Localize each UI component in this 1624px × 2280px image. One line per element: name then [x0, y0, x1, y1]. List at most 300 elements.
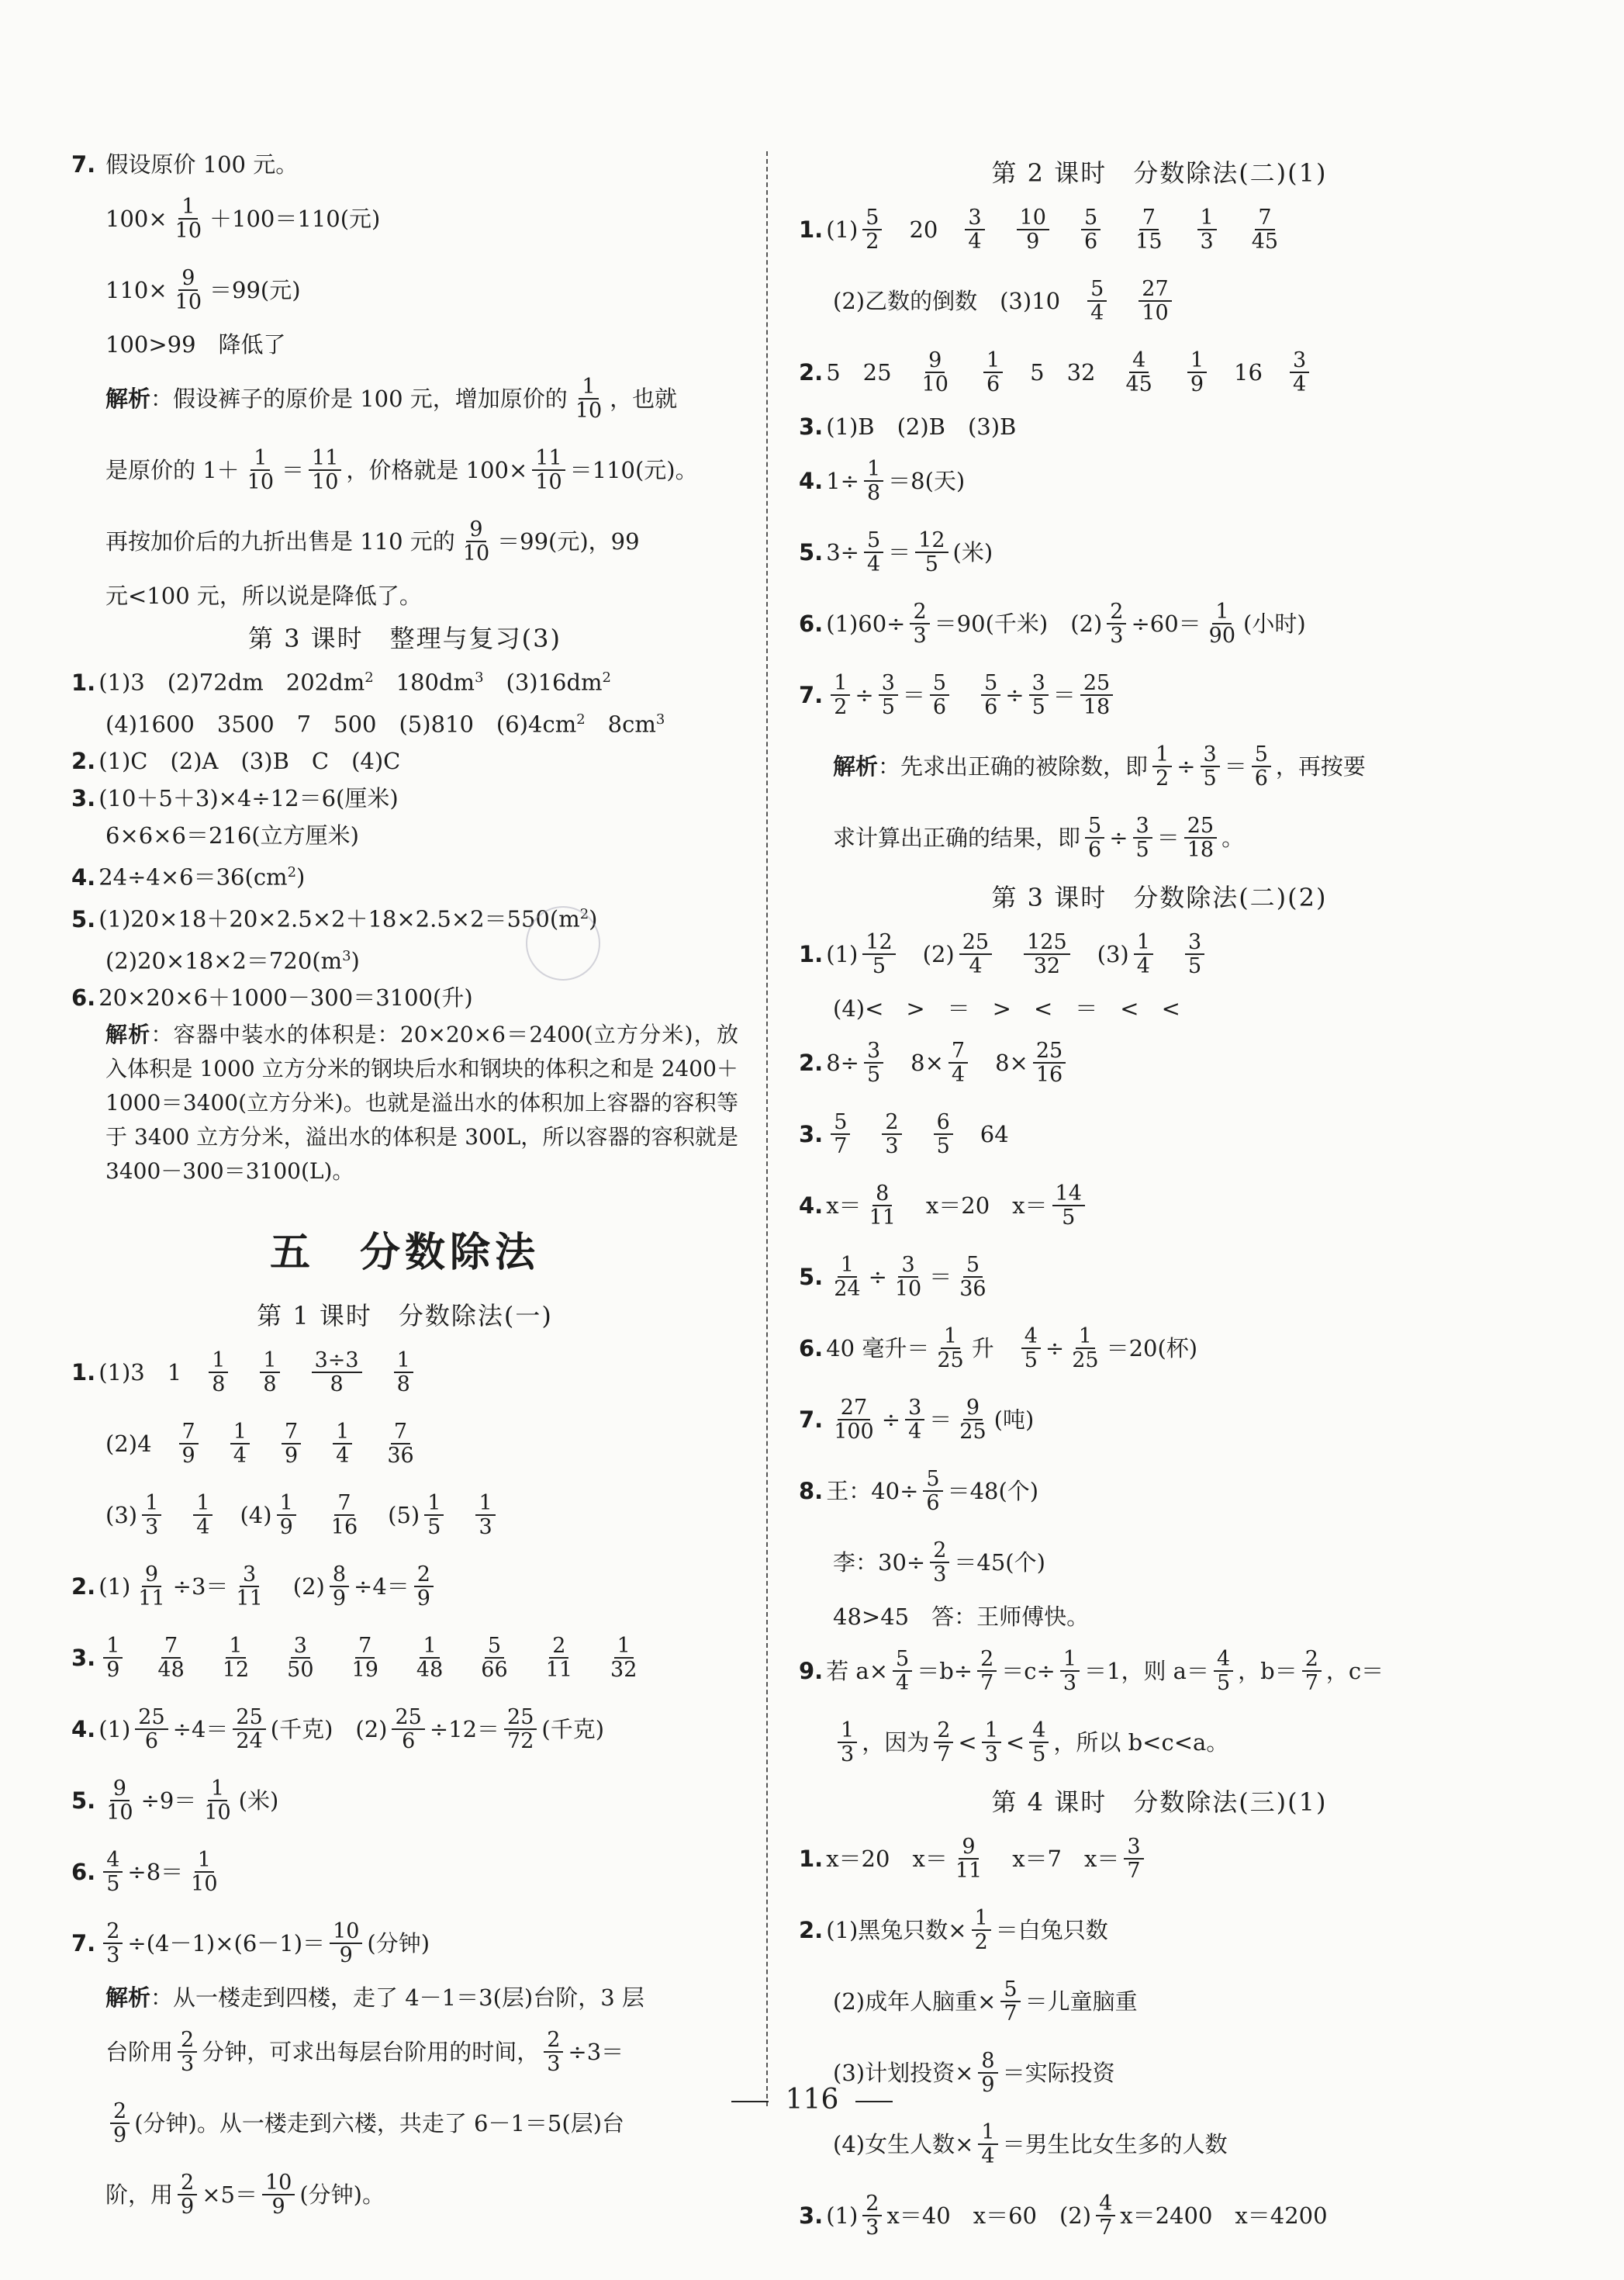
- fraction: [934, 1111, 953, 1157]
- fraction: [1021, 1325, 1041, 1372]
- denominator: 66: [481, 1658, 508, 1683]
- answer-line: [71, 744, 738, 778]
- text-run: ＝实际投资: [1002, 2060, 1115, 2086]
- text-run: [954, 678, 976, 712]
- text-run: ÷: [1177, 753, 1196, 780]
- numerator: 3: [864, 1040, 883, 1064]
- numerator: 1: [178, 195, 198, 220]
- text-run: (2)乙数的倒数 (3)10: [833, 288, 1083, 314]
- numerator: 2: [977, 1648, 997, 1672]
- answer-line: [71, 507, 738, 576]
- denominator: 2: [974, 1930, 988, 1954]
- text-run: ＝: [902, 682, 925, 708]
- answer-line: [799, 1708, 1520, 1777]
- fraction: [330, 1920, 362, 1967]
- denominator: 100: [834, 1420, 874, 1444]
- numerator: 2: [934, 1719, 953, 1743]
- denominator: 7: [937, 1742, 951, 1766]
- text-run: 再按加价后的九折出售是 110 元的: [105, 528, 455, 555]
- denominator: 9: [106, 1658, 120, 1683]
- answer-line: [71, 781, 738, 815]
- fraction: [1033, 1040, 1066, 1086]
- fraction: [103, 1849, 123, 1895]
- fraction: [977, 1648, 997, 1694]
- fraction: [1197, 206, 1217, 253]
- fraction: [831, 1396, 877, 1443]
- numerator: 9: [466, 518, 485, 542]
- text-run: (1)3 (2)72dm 202dm: [98, 669, 365, 696]
- denominator: 9: [981, 2073, 995, 2097]
- denominator: 10: [174, 219, 202, 243]
- fraction: [1133, 815, 1152, 861]
- text-run: 李：30÷: [833, 1549, 926, 1576]
- denominator: 10: [921, 372, 948, 396]
- text-run: (1)60÷: [826, 611, 906, 637]
- denominator: 3: [1200, 230, 1214, 254]
- text-run: [254, 1427, 277, 1461]
- denominator: 5: [1024, 1348, 1038, 1372]
- lesson-heading: [799, 878, 1520, 914]
- lesson-heading: [799, 154, 1520, 189]
- numerator: 1: [208, 1777, 227, 1801]
- denominator: 6: [926, 1491, 940, 1515]
- denominator: 24: [834, 1277, 861, 1301]
- text-run: ＝: [1052, 682, 1076, 708]
- fraction: [172, 267, 205, 313]
- denominator: 36: [959, 1277, 986, 1301]
- numerator: 9: [963, 1396, 983, 1420]
- text-run: [580, 1641, 603, 1675]
- text-run: ÷: [855, 682, 874, 708]
- numerator: 6: [934, 1111, 953, 1135]
- denominator: 24: [236, 1729, 263, 1754]
- numerator: 2: [1302, 1648, 1322, 1672]
- answer-line: [799, 1029, 1520, 1097]
- text-run: 第 1 课时 分数除法(一): [257, 1301, 553, 1331]
- fraction: [1185, 931, 1204, 977]
- text-run: ÷9＝: [140, 1787, 197, 1815]
- fraction: [282, 1420, 301, 1467]
- question-number: 5.: [71, 1787, 96, 1815]
- answer-line: [71, 1981, 738, 2015]
- text-run: (10＋5＋3)×4÷12＝6(厘米): [98, 785, 399, 812]
- numerator: 11: [532, 447, 565, 471]
- denominator: 15: [1135, 230, 1163, 254]
- fraction: [154, 1635, 187, 1681]
- numerator: 7: [355, 1635, 375, 1659]
- text-run: 8×: [973, 1050, 1028, 1076]
- denominator: 25: [959, 1420, 986, 1444]
- question-number: 4.: [799, 468, 824, 494]
- fraction: [1206, 600, 1239, 647]
- fraction: [179, 1420, 199, 1467]
- analysis-label: 解析: [105, 386, 151, 412]
- text-run: (分钟)。从一楼走到六楼，共走了 6－1＝5(层)台: [134, 2110, 625, 2137]
- fraction: [1107, 600, 1126, 647]
- superscript: 2: [365, 669, 374, 686]
- text-run: (吨): [993, 1406, 1035, 1433]
- question-number: 7.: [799, 682, 824, 708]
- numerator: 125: [1024, 931, 1070, 955]
- denominator: 8: [396, 1372, 410, 1397]
- numerator: 25: [135, 1706, 168, 1730]
- text-run: 五 分数除法: [269, 1230, 540, 1277]
- denominator: 3: [933, 1562, 947, 1586]
- fraction: [349, 1635, 382, 1681]
- fraction: [330, 1563, 349, 1610]
- numerator: 10: [1017, 206, 1049, 230]
- superscript: 2: [579, 905, 589, 922]
- text-run: ＝儿童脑重: [1025, 1988, 1138, 2015]
- denominator: 3: [145, 1515, 159, 1540]
- denominator: 18: [1083, 695, 1111, 719]
- numerator: 5: [1081, 206, 1101, 230]
- fraction: [392, 1706, 424, 1752]
- numerator: 7: [334, 1492, 354, 1516]
- numerator: 1: [475, 1492, 495, 1516]
- denominator: 2: [1156, 766, 1170, 791]
- answer-line: [71, 185, 738, 253]
- denominator: 25: [1072, 1348, 1099, 1372]
- fraction: [424, 1492, 444, 1538]
- answer-line: [71, 1695, 738, 1763]
- fraction: [864, 529, 883, 576]
- fraction: [1000, 1978, 1020, 2025]
- answer-line: [799, 1386, 1520, 1454]
- text-run: ＋100＝110(元): [209, 206, 381, 232]
- numerator: 2: [930, 1539, 949, 1563]
- text-run: ÷4＝: [354, 1573, 409, 1600]
- lesson-heading: [71, 619, 738, 655]
- text-run: x＝40 x＝60 (2): [886, 2202, 1092, 2229]
- text-run: ＝: [888, 539, 911, 566]
- fraction: [983, 349, 1003, 396]
- fraction: [233, 1563, 265, 1610]
- text-run: ÷12＝: [429, 1716, 500, 1743]
- text-run: (分钟): [367, 1930, 430, 1957]
- answer-line: [71, 1552, 738, 1621]
- answer-line: [71, 365, 738, 433]
- text-run: ÷3＝: [172, 1573, 229, 1600]
- fraction: [414, 1563, 434, 1610]
- text-run: [127, 1641, 150, 1675]
- fraction: [233, 1706, 265, 1752]
- numerator: 3: [965, 206, 984, 230]
- text-run: 求计算出正确的结果，即: [833, 825, 1081, 851]
- text-run: (5): [365, 1502, 420, 1529]
- text-run: 元<100 元，所以说是降低了。: [105, 583, 422, 609]
- numerator: 2: [110, 2100, 130, 2124]
- fraction: [1080, 672, 1113, 718]
- fraction: [478, 1635, 510, 1681]
- numerator: 3: [879, 672, 898, 696]
- numerator: 25: [392, 1706, 424, 1730]
- text-run: ÷: [1109, 825, 1128, 851]
- fraction: [103, 1777, 136, 1824]
- text-run: ＝: [282, 457, 305, 483]
- numerator: 5: [485, 1635, 504, 1659]
- text-run: 1÷: [826, 468, 859, 494]
- answer-line: [71, 436, 738, 504]
- numerator: 9: [925, 349, 945, 373]
- denominator: 18: [1187, 838, 1215, 862]
- question-number: 7.: [71, 151, 96, 178]
- right-column: [799, 147, 1520, 2253]
- numerator: 5: [923, 1468, 942, 1492]
- numerator: 2: [1107, 600, 1126, 624]
- denominator: 7: [834, 1134, 848, 1158]
- text-run: [1054, 213, 1076, 247]
- numerator: 4: [1029, 1719, 1049, 1743]
- answer-line: [799, 920, 1520, 988]
- text-run: ): [589, 905, 598, 932]
- text-run: [907, 1117, 929, 1151]
- fraction: [1029, 672, 1049, 718]
- denominator: 9: [1190, 372, 1204, 396]
- question-number: 6.: [71, 984, 96, 1012]
- numerator: 12: [915, 529, 948, 553]
- denominator: 11: [236, 1586, 263, 1611]
- text-run: [192, 1641, 215, 1675]
- fraction: [972, 1907, 991, 1953]
- text-run: ＝8(天): [888, 468, 966, 494]
- answer-line: [799, 590, 1520, 658]
- numerator: 3: [1029, 672, 1049, 696]
- answer-line: [71, 2161, 738, 2229]
- text-run: 台阶用: [105, 2039, 174, 2066]
- answer-line: [799, 2110, 1520, 2178]
- text-run: [166, 1498, 188, 1532]
- fraction: [1132, 206, 1165, 253]
- denominator: 9: [1026, 230, 1040, 254]
- question-number: 7.: [71, 1930, 96, 1957]
- text-run: (3)计划投资×: [833, 2060, 974, 2086]
- text-run: x＝7 x＝: [990, 1846, 1120, 1872]
- numerator: 1: [972, 1907, 991, 1931]
- numerator: 5: [864, 529, 883, 553]
- numerator: 9: [178, 267, 198, 291]
- text-run: (米): [238, 1787, 279, 1815]
- numerator: 1: [209, 1349, 228, 1373]
- numerator: 1: [838, 1254, 857, 1278]
- answer-line: [71, 1481, 738, 1549]
- numerator: 1: [1152, 743, 1172, 767]
- denominator: 4: [908, 1420, 922, 1444]
- denominator: 19: [351, 1658, 378, 1683]
- denominator: 2: [866, 230, 879, 254]
- denominator: 9: [113, 2123, 127, 2148]
- question-number: 4.: [71, 1716, 96, 1743]
- text-run: [357, 1427, 379, 1461]
- superscript: 2: [287, 864, 296, 881]
- text-run: (1): [826, 941, 859, 967]
- text-run: ): [296, 863, 306, 891]
- text-run: (1): [98, 1573, 131, 1600]
- text-run: ，再按要: [1275, 753, 1366, 780]
- text-run: ): [351, 947, 360, 974]
- answer-line: [799, 410, 1520, 444]
- numerator: 2: [862, 2192, 882, 2216]
- denominator: 3: [885, 1134, 899, 1158]
- fraction: [103, 1920, 123, 1967]
- question-number: 3.: [71, 785, 96, 812]
- fraction: [919, 349, 952, 396]
- denominator: 9: [332, 1586, 347, 1611]
- numerator: 1: [1212, 600, 1232, 624]
- numerator: 11: [309, 447, 341, 471]
- fraction: [862, 2192, 882, 2239]
- fraction: [1017, 206, 1049, 253]
- fraction: [260, 1349, 279, 1396]
- fraction: [475, 1492, 495, 1538]
- text-run: [367, 1355, 389, 1389]
- footer-dash-left: [731, 2101, 769, 2102]
- text-run: 第 3 课时 分数除法(二)(2): [991, 883, 1328, 912]
- answer-line: [799, 732, 1520, 801]
- text-run: [448, 1498, 471, 1532]
- text-run: ＝48(个): [947, 1478, 1039, 1504]
- fraction: [543, 1635, 575, 1681]
- lesson-heading: [71, 1296, 738, 1332]
- fraction: [178, 2171, 197, 2218]
- fraction: [934, 1325, 966, 1372]
- fraction: [831, 1254, 863, 1300]
- fraction: [219, 1635, 252, 1681]
- text-run: (分钟)。: [299, 2181, 385, 2209]
- fraction: [930, 672, 949, 718]
- text-run: 5 25: [826, 359, 914, 386]
- numerator: 27: [1139, 278, 1171, 302]
- text-run: 110×: [105, 277, 168, 303]
- fraction: [413, 1635, 446, 1681]
- numerator: 1: [260, 1349, 279, 1373]
- numerator: 7: [161, 1635, 181, 1659]
- denominator: 5: [427, 1515, 441, 1540]
- text-run: 20: [886, 216, 961, 243]
- numerator: 4: [1096, 2192, 1115, 2216]
- denominator: 4: [866, 552, 881, 576]
- analysis-label: 解析: [105, 1022, 151, 1048]
- answer-line: [799, 1314, 1520, 1382]
- text-run: [257, 1641, 279, 1675]
- text-run: (1): [826, 216, 859, 243]
- answer-line: [71, 1838, 738, 1906]
- numerator: 3: [1133, 815, 1152, 839]
- text-run: (3): [1074, 941, 1129, 967]
- text-run: ÷: [1045, 1335, 1065, 1361]
- denominator: 5: [936, 1134, 950, 1158]
- denominator: 11: [869, 1206, 896, 1230]
- text-run: x＝: [826, 1192, 862, 1219]
- left-column: [71, 147, 738, 2232]
- text-run: (米): [952, 539, 993, 566]
- numerator: 9: [110, 1777, 130, 1801]
- question-number: 3.: [799, 1121, 824, 1147]
- answer-line: [799, 1896, 1520, 1964]
- denominator: 12: [222, 1658, 250, 1683]
- answer-line: [799, 267, 1520, 335]
- numerator: 2: [414, 1563, 434, 1587]
- numerator: 8: [872, 1182, 892, 1206]
- superscript: 3: [342, 947, 351, 964]
- fraction: [607, 1635, 640, 1681]
- fraction: [838, 1719, 857, 1766]
- answer-line: [71, 939, 738, 978]
- text-run: <: [1005, 1729, 1025, 1756]
- question-number: 4.: [799, 1192, 824, 1219]
- denominator: 5: [1216, 1671, 1231, 1695]
- fraction: [1184, 815, 1217, 861]
- numerator: 2: [103, 1920, 123, 1944]
- numerator: 3: [291, 1635, 310, 1659]
- question-number: 8.: [799, 1478, 824, 1504]
- question-number: 3.: [71, 1645, 96, 1672]
- text-run: (3)16dm: [483, 669, 603, 696]
- fraction: [1060, 1648, 1080, 1694]
- text-run: 6×6×6＝216(立方厘米): [105, 822, 359, 849]
- answer-line: [799, 661, 1520, 729]
- denominator: 9: [284, 1444, 299, 1469]
- text-run: 假设原价 100 元。: [98, 151, 299, 178]
- fraction: [309, 447, 341, 493]
- denominator: 9: [339, 1943, 353, 1968]
- numerator: 1: [941, 1325, 960, 1349]
- question-number: 5.: [71, 905, 96, 932]
- answer-line: [799, 1600, 1520, 1634]
- denominator: 5: [1032, 1742, 1046, 1766]
- fraction: [277, 1492, 296, 1538]
- fraction: [178, 2029, 197, 2075]
- numerator: 7: [1139, 206, 1159, 230]
- fraction: [981, 672, 1000, 718]
- answer-line: [799, 1637, 1520, 1705]
- fraction: [1249, 206, 1281, 253]
- fraction: [333, 1420, 352, 1467]
- fraction: [1187, 349, 1207, 396]
- question-number: 2.: [71, 748, 96, 775]
- denominator: 7: [1099, 2216, 1113, 2240]
- fraction: [1081, 206, 1101, 253]
- text-run: (2): [900, 941, 955, 967]
- answer-line: [799, 195, 1520, 264]
- fraction: [1252, 743, 1271, 790]
- fraction: [312, 1349, 362, 1396]
- denominator: 4: [196, 1515, 210, 1540]
- text-run: 16: [1211, 359, 1285, 386]
- text-run: ，因为: [862, 1729, 930, 1756]
- column-divider: [766, 151, 768, 2106]
- text-run: ＝: [1156, 825, 1180, 851]
- text-run: (2)4: [105, 1431, 174, 1458]
- superscript: 3: [475, 669, 484, 686]
- text-run: [1160, 355, 1183, 389]
- denominator: 7: [1304, 1671, 1318, 1695]
- answer-line: [799, 1171, 1520, 1240]
- text-run: ＝99(元): [209, 277, 301, 303]
- numerator: 1: [277, 1492, 296, 1516]
- text-run: ÷8＝: [127, 1859, 184, 1886]
- fraction: [209, 1349, 228, 1396]
- numerator: 5: [963, 1254, 983, 1278]
- text-run: 100×: [105, 206, 168, 232]
- numerator: 14: [1052, 1182, 1085, 1206]
- text-run: ＝90(千米) (2): [934, 611, 1103, 637]
- numerator: 2: [178, 2029, 197, 2053]
- numerator: 25: [1080, 672, 1113, 696]
- text-run: ＝b÷: [917, 1658, 973, 1684]
- denominator: 3: [913, 624, 927, 648]
- denominator: 45: [1251, 230, 1279, 254]
